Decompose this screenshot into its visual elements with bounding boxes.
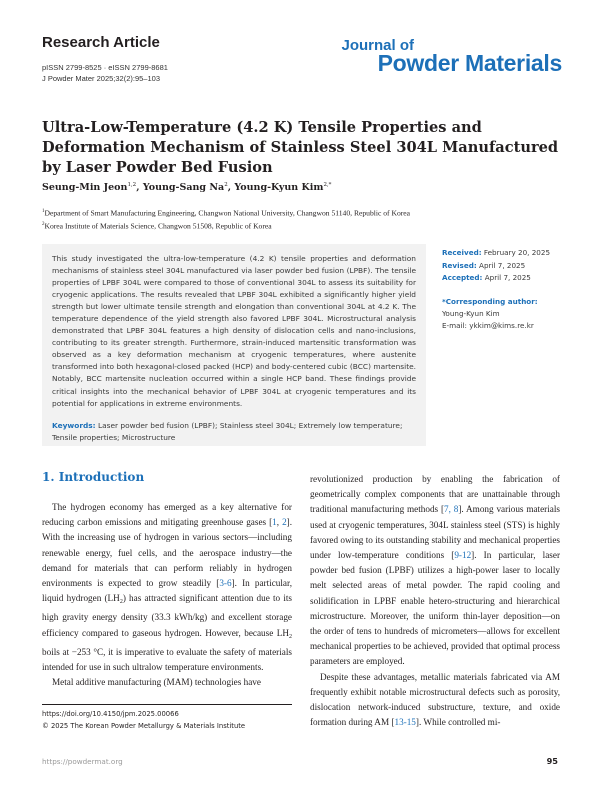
citation-link[interactable]: 9-12	[454, 550, 472, 561]
citation-link[interactable]: 2	[282, 517, 287, 528]
author-name[interactable]: Young-Sang Na	[142, 182, 225, 194]
citation-line: J Powder Mater 2025;32(2):95–103	[42, 74, 160, 83]
citation-link[interactable]: 3-6	[219, 578, 232, 589]
keywords	[52, 420, 416, 444]
author-list: Seung-Min Jeon$^{1,2}$, Young-Sang Na$^2$, Young-Kyun Kim$^{2,*}$	[42, 182, 332, 194]
journal-logo-prefix: Journal of	[341, 37, 414, 54]
page-header	[42, 34, 562, 94]
footnote-divider	[42, 704, 292, 705]
body-column-right	[310, 472, 560, 730]
body-paragraph: Metal additive manufacturing (MAM) technologies have	[52, 677, 261, 688]
issn-line: pISSN 2799-8525 · eISSN 2799-8681	[42, 63, 168, 72]
abstract-text: This study investigated the ultra-low-temperature (4.2 K) tensile properties and deformation mechanisms of stainless steel 304L manufactured via laser powder bed fusion (LPBF). The tensile properties of LPBF 304L were compared to those of conventional 304L to assess its suitability for cryogenic applications. The results revealed that LPBF 304L exhibited a significantly higher yield strength but lower ultimate tensile strength and elongation than conventional 304L at 4.2 K. The temperature dependence of the yield strength also favored LPBF 304L. Microstructural analysis demonstrated that LPBF 304L features a high density of dislocation cells and nano-inclusions, contributing to its greater strength. Furthermore, strain-induced martensitic transformation was observed as a key deformation mechanism at cryogenic temperatures, where austenite transformed into both hexagonal-closed packed (HCP) and body-centered cubic (BCC) martensite. Notably, BCC martensite nucleation occurred within a single HCP band. These findings provide critical insights into the mechanical behavior of LPBF 304L at cryogenic temperatures and its potential for applications in extreme environments.	[52, 254, 416, 408]
affiliations	[42, 206, 410, 231]
affiliation-item: $^1$Department of Smart Manufacturing Engineering, Changwon National University, Changwon 51140, Republic of Korea	[42, 208, 411, 218]
copyright-notice: © 2025 The Korean Powder Metallurgy & Materials Institute	[42, 722, 246, 730]
article-title: Ultra-Low-Temperature (4.2 K) Tensile Properties and Deformation Mechanism of Stainless Steel 304L Manufactured by Laser Powder Bed Fusion	[42, 119, 559, 176]
journal-logo-name: Powder Materials	[377, 50, 562, 76]
citation-link[interactable]: 1	[272, 517, 277, 528]
citation-link[interactable]: 13-15	[394, 717, 416, 728]
revised-date: April 7, 2025	[479, 260, 526, 270]
doi-link[interactable]: https://doi.org/10.4150/jpm.2025.00066	[42, 710, 179, 718]
author-affil-sup: 2,*	[323, 182, 332, 188]
author-affil-sup: 1,2	[127, 182, 137, 188]
body-paragraph: revolutionized production by enabling the fabrication of geometrically complex components that are unattainable through traditional manufacturing methods [7, 8]. Among various materials used at cryogenic temperatures, 304L stainless steel (STS) is highly favored owing to its outstanding stability and mechanical properties under low-temperature conditions [9-12]. In particular, laser powder bed fusion (LPBF) utilizes a high-power laser to locally melt selected areas of metal powder. The rapid cooling and solidification in LPBF enable hetero-structuring and hierarchical microstructure. Moreover, the uniform thin-layer deposition—on the order of tens to hundreds of micrometers—allows for excellent mechanical properties to be achieved, provided that optimal process parameters are employed.	[310, 474, 561, 667]
author-name[interactable]: Seung-Min Jeon	[42, 182, 128, 194]
article-type: Research Article	[42, 34, 160, 51]
issn-info	[42, 62, 168, 84]
body-paragraph: Despite these advantages, metallic materials fabricated via AM frequently exhibit notable microstructural defects such as porosity, dislocation network-induced substructure, texture, and oxide formation during AM [13-15]. While controlled mi-	[310, 671, 560, 728]
keywords-text: Laser powder bed fusion (LPBF); Stainless steel 304L; Extremely low temperature; Tensile properties; Microstructure	[52, 420, 403, 442]
body-column-left	[42, 500, 292, 690]
received-label: Received:	[442, 248, 482, 257]
received-date: February 20, 2025	[483, 248, 551, 257]
revised-label: Revised:	[442, 260, 477, 270]
section-heading: 1. Introduction	[42, 470, 145, 484]
corresponding-email[interactable]: E-mail: ykkim@kims.re.kr	[442, 320, 534, 330]
author-name[interactable]: Young-Kyun Kim	[234, 182, 324, 194]
corresponding-name: Young-Kyun Kim	[442, 308, 500, 318]
page-number: 95	[546, 756, 558, 766]
accepted-label: Accepted:	[442, 273, 483, 282]
keywords-label: Keywords:	[52, 420, 96, 430]
affiliation-item: $^2$Korea Institute of Materials Science, Changwon 51508, Republic of Korea	[42, 221, 272, 231]
footnote	[42, 708, 245, 732]
corresponding-label: *Corresponding author:	[442, 297, 538, 306]
corresponding-author	[442, 296, 538, 331]
accepted-date: April 7, 2025	[484, 273, 531, 282]
author-affil-sup: 2	[224, 182, 228, 188]
abstract-box	[42, 244, 426, 446]
citation-link[interactable]: 7, 8	[444, 504, 459, 515]
body-paragraph: The hydrogen economy has emerged as a key alternative for reducing carbon emissions and mitigating greenhouse gases [1, 2]. With the increasing use of hydrogen in various sectors—including renewable energy, fuel cells, and the aerospace industry—the demand for materials that can perform reliably in hydrogen environments is expected to grow steadily [3-6]. In particular, liquid hydrogen $(LH_2)$ has attracted significant attention due to its high gravity energy density (33.3 kWh/kg) and excellent storage efficiency compared to gaseous hydrogen. However, because $LH_2$ boils at −253 °C, it is imperative to evaluate the safety of materials intended for use in such ultralow temperature environments.	[42, 502, 293, 673]
footer-url[interactable]: https://powdermat.org	[42, 757, 123, 766]
article-dates	[442, 247, 550, 285]
